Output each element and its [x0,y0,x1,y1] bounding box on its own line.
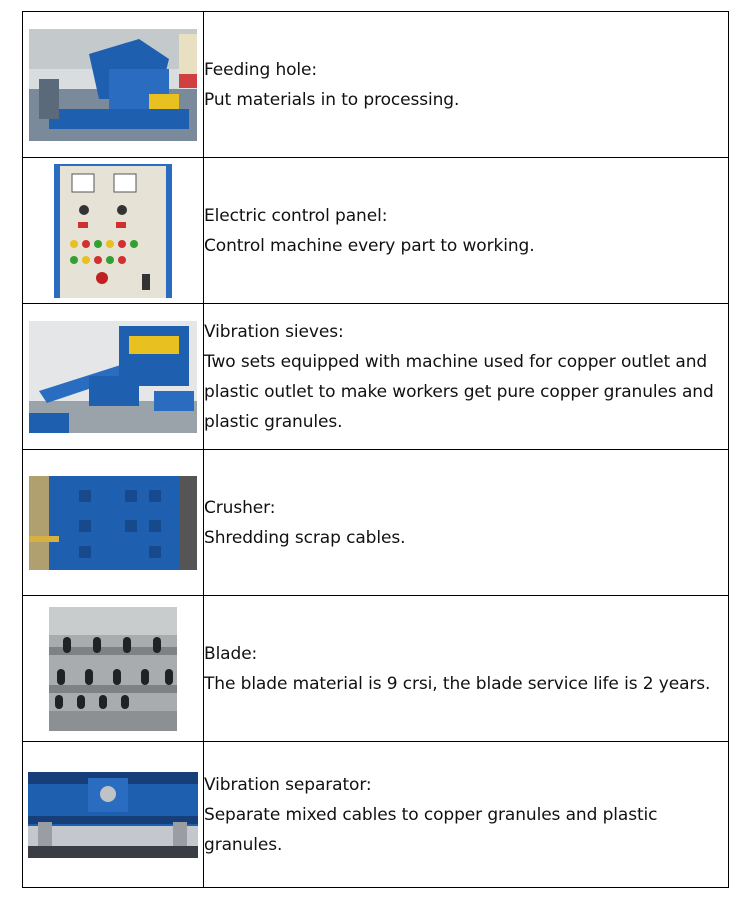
row-description: Control machine every part to working. [204,235,535,256]
row-title: Blade: [204,643,258,664]
table-row [23,304,729,450]
description-cell [204,12,729,158]
photo-cell [23,742,204,888]
control-panel-photo [54,164,172,298]
row-title: Vibration sieves: [204,321,344,342]
vibration-sieve-photo [29,321,197,433]
row-description: Separate mixed cables to copper granules and plastic granules. [204,804,658,855]
row-title: Crusher: [204,497,276,518]
row-description: Two sets equipped with machine used for copper outlet and plastic outlet to make workers get pure copper granules and plastic granules. [204,351,714,432]
photo-cell [23,12,204,158]
description-cell [204,304,729,450]
table-row [23,596,729,742]
description-cell [204,596,729,742]
description-cell [204,158,729,304]
row-description: The blade material is 9 crsi, the blade service life is 2 years. [204,673,711,694]
row-description: Put materials in to processing. [204,89,460,110]
row-title: Electric control panel: [204,205,388,226]
photo-cell [23,450,204,596]
photo-cell [23,304,204,450]
table-row [23,158,729,304]
crusher-photo [29,476,197,570]
row-title: Feeding hole: [204,59,318,80]
description-cell [204,742,729,888]
table-row [23,742,729,888]
blade-photo [49,607,177,731]
photo-cell [23,596,204,742]
description-cell [204,450,729,596]
components-table [22,11,729,888]
row-description: Shredding scrap cables. [204,527,406,548]
vibration-separator-photo [28,772,198,858]
row-title: Vibration separator: [204,774,372,795]
shredder-machine-photo [29,29,197,141]
photo-cell [23,158,204,304]
table-row [23,12,729,158]
table-row [23,450,729,596]
